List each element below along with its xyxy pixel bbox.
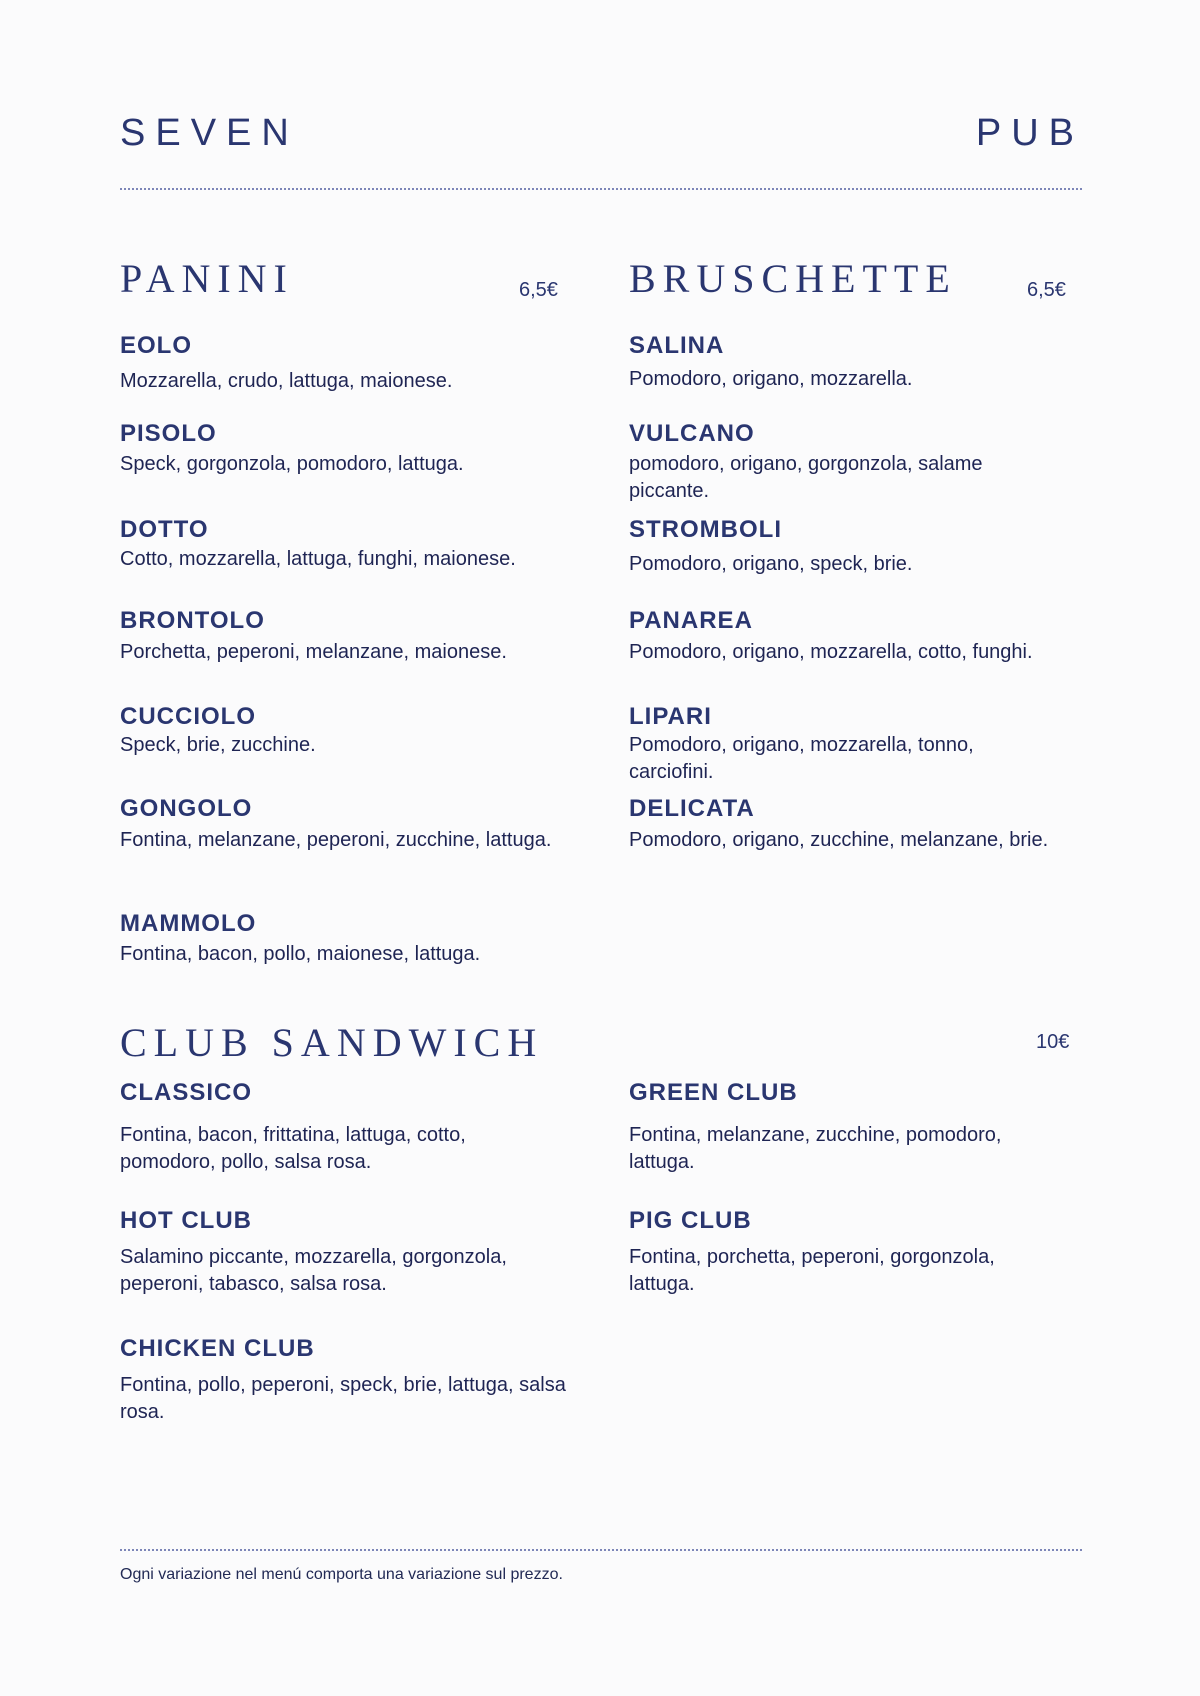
item-desc-chicken-club: Fontina, pollo, peperoni, speck, brie, lattuga, salsa rosa. [120, 1374, 566, 1423]
bottom-divider [120, 1549, 1082, 1551]
club-price: 10€ [1036, 1031, 1070, 1053]
item-name-salina: SALINA [629, 332, 725, 359]
item-name-green-club: GREEN CLUB [629, 1079, 798, 1106]
item-desc-classico: Fontina, bacon, frittatina, lattuga, cotto, pomodoro, pollo, salsa rosa. [120, 1124, 466, 1173]
item-name-eolo: EOLO [120, 332, 193, 359]
item-name-chicken-club: CHICKEN CLUB [120, 1335, 315, 1362]
bruschette-price: 6,5€ [1027, 279, 1066, 301]
item-name-pig-club: PIG CLUB [629, 1207, 752, 1234]
item-desc-eolo: Mozzarella, crudo, lattuga, maionese. [120, 370, 453, 392]
item-desc-stromboli: Pomodoro, origano, speck, brie. [629, 553, 913, 575]
item-name-brontolo: BRONTOLO [120, 607, 265, 634]
item-desc-lipari: Pomodoro, origano, mozzarella, tonno, carciofini. [629, 734, 974, 783]
item-name-vulcano: VULCANO [629, 420, 755, 447]
item-desc-pisolo: Speck, gorgonzola, pomodoro, lattuga. [120, 453, 464, 475]
item-desc-hot-club: Salamino piccante, mozzarella, gorgonzola, peperoni, tabasco, salsa rosa. [120, 1246, 507, 1295]
footer-note: Ogni variazione nel menú comporta una variazione sul prezzo. [120, 1566, 563, 1583]
item-desc-panarea: Pomodoro, origano, mozzarella, cotto, funghi. [629, 641, 1033, 663]
item-desc-green-club: Fontina, melanzane, zucchine, pomodoro, lattuga. [629, 1124, 1002, 1173]
item-name-lipari: LIPARI [629, 703, 712, 730]
item-name-dotto: DOTTO [120, 516, 209, 543]
item-name-pisolo: PISOLO [120, 420, 217, 447]
item-desc-vulcano: pomodoro, origano, gorgonzola, salame piccante. [629, 453, 983, 502]
brand-seven: SEVEN [120, 112, 299, 154]
bruschette-title: BRUSCHETTE [629, 256, 957, 301]
item-desc-brontolo: Porchetta, peperoni, melanzane, maionese. [120, 641, 507, 663]
item-name-hot-club: HOT CLUB [120, 1207, 252, 1234]
item-desc-pig-club: Fontina, porchetta, peperoni, gorgonzola, lattuga. [629, 1246, 995, 1295]
item-name-cucciolo: CUCCIOLO [120, 703, 256, 730]
item-name-delicata: DELICATA [629, 795, 755, 822]
item-name-mammolo: MAMMOLO [120, 910, 257, 937]
panini-price: 6,5€ [519, 279, 558, 301]
brand-pub: PUB [975, 112, 1084, 154]
item-desc-gongolo: Fontina, melanzane, peperoni, zucchine, lattuga. [120, 829, 552, 851]
item-name-classico: CLASSICO [120, 1079, 253, 1106]
item-desc-salina: Pomodoro, origano, mozzarella. [629, 368, 913, 390]
top-divider [120, 188, 1082, 190]
item-desc-mammolo: Fontina, bacon, pollo, maionese, lattuga. [120, 943, 481, 965]
item-name-gongolo: GONGOLO [120, 795, 253, 822]
panini-title: PANINI [120, 256, 294, 301]
item-desc-cucciolo: Speck, brie, zucchine. [120, 734, 316, 756]
item-desc-delicata: Pomodoro, origano, zucchine, melanzane, brie. [629, 829, 1049, 851]
item-name-panarea: PANAREA [629, 607, 753, 634]
item-name-stromboli: STROMBOLI [629, 516, 782, 543]
item-desc-dotto: Cotto, mozzarella, lattuga, funghi, maionese. [120, 548, 516, 570]
club-title: CLUB SANDWICH [120, 1020, 544, 1065]
